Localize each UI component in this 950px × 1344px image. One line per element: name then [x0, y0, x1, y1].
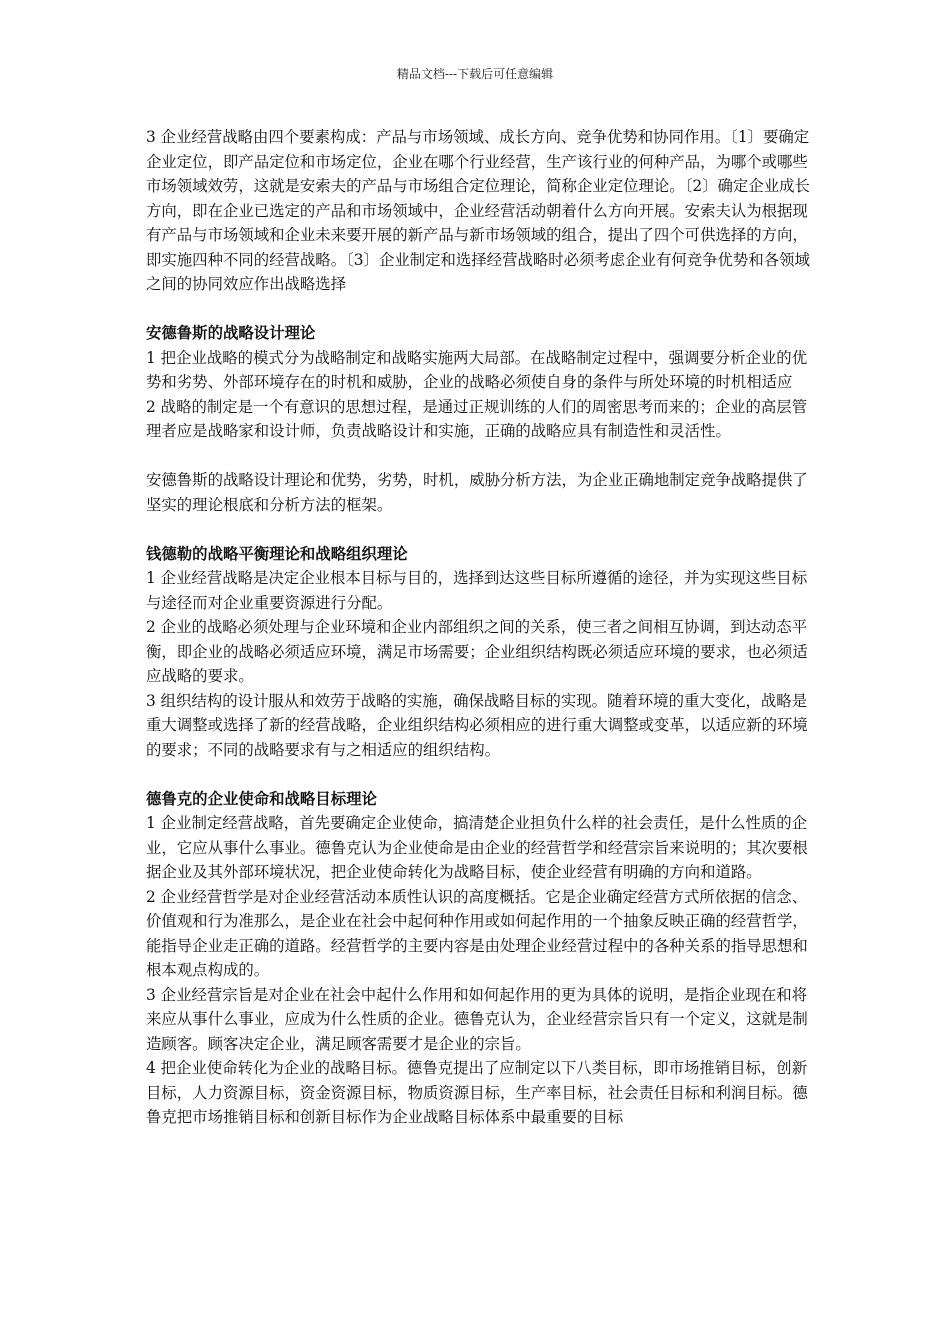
- document-body: [146, 125, 812, 1130]
- andrews-section: [146, 321, 812, 517]
- drucker-item-4: 4 把企业使命转化为企业的战略目标。德鲁克提出了应制定以下八类目标，即市场推销目标，创新目标，人力资源目标，资金资源目标，物质资源目标，生产率目标，社会责任目标和利润目标。德鲁克把市场推销目标和创新目标作为企业战略目标体系中最重要的目标: [146, 1059, 808, 1126]
- section-heading: 安德鲁斯的战略设计理论: [146, 324, 316, 342]
- drucker-item-2: 2 企业经营哲学是对企业经营活动本质性认识的高度概括。它是企业确定经营方式所依据的信念、价值观和行为准那么，是企业在社会中起何种作用或如何起作用的一个抽象反映正确的经营哲学，能指导企业走正确的道路。经营哲学的主要内容是由处理企业经营过程中的各种关系的指导思想和根本观点构成的。: [146, 887, 808, 979]
- andrews-item-2: 2 战略的制定是一个有意识的思想过程，是通过正规训练的人们的周密思考而来的；企业的高层管理者应是战略家和设计师，负责战略设计和实施，正确的战略应具有制造性和灵活性。: [146, 397, 808, 440]
- intro-paragraph: 3 企业经营战略由四个要素构成：产品与市场领域、成长方向、竞争优势和协同作用。〔1〕要确定企业定位，即产品定位和市场定位，企业在哪个行业经营，生产该行业的何种产品，为哪个或哪些市场领域效劳，这就是安索夫的产品与市场组合定位理论，简称企业定位理论。〔2〕确定企业成长方向，即在企业已选定的产品和市场领域中，企业经营活动朝着什么方向开展。安索夫认为根据现有产品与市场领域和企业未来要开展的新产品与新市场领域的组合，提出了四个可供选择的方向，即实施四种不同的经营战略。〔3〕企业制定和选择经营战略时必须考虑企业有何竞争优势和各领域之间的协同效应作出战略选择: [146, 128, 810, 293]
- drucker-section: [146, 787, 812, 1130]
- section-spacer: [146, 517, 812, 542]
- section-spacer: [146, 297, 812, 322]
- andrews-item-1: 1 把企业战略的模式分为战略制定和战略实施两大局部。在战略制定过程中，强调要分析企业的优势和劣势、外部环境存在的时机和威胁，企业的战略必须使自身的条件与所处环境的时机相适应: [146, 348, 808, 391]
- section-heading: 德鲁克的企业使命和战略目标理论: [146, 789, 377, 808]
- page-header: 精品文档---下载后可任意编辑: [396, 67, 554, 81]
- drucker-item-3: 3 企业经营宗旨是对企业在社会中起什么作用和如何起作用的更为具体的说明，是指企业现在和将来应从事什么事业，应成为什么性质的企业。德鲁克认为，企业经营宗旨只有一个定义，这就是制造顾客。顾客决定企业，满足顾客需要才是企业的宗旨。: [146, 985, 808, 1053]
- section-spacer: [146, 762, 812, 787]
- paragraph-spacer: [146, 444, 812, 469]
- chandler-section: [146, 542, 812, 763]
- chandler-item-1: 1 企业经营战略是决定企业根本目标与目的，选择到达这些目标所遵循的途径，并为实现这些目标与途径而对企业重要资源进行分配。: [146, 569, 808, 612]
- section-heading: 钱德勒的战略平衡理论和战略组织理论: [146, 544, 408, 563]
- chandler-item-3: 3 组织结构的设计服从和效劳于战略的实施，确保战略目标的实现。随着环境的重大变化，战略是重大调整或选择了新的经营战略，企业组织结构必须相应的进行重大调整或变革，以适应新的环境的要求；不同的战略要求有与之相适应的组织结构。: [146, 691, 808, 759]
- drucker-item-1: 1 企业制定经营战略，首先要确定企业使命，搞清楚企业担负什么样的社会责任，是什么性质的企业，它应从事什么事业。德鲁克认为企业使命是由企业的经营哲学和经营宗旨来说明的；其次要根据企业及其外部环境状况，把企业使命转化为战略目标，使企业经营有明确的方向和道路。: [146, 814, 808, 881]
- andrews-summary: 安德鲁斯的战略设计理论和优势，劣势，时机，威胁分析方法，为企业正确地制定竞争战略提供了坚实的理论根底和分析方法的框架。: [146, 471, 808, 514]
- chandler-item-2: 2 企业的战略必须处理与企业环境和企业内部组织之间的关系，使三者之间相互协调，到达动态平衡，即企业的战略必须适应环境，满足市场需要；企业组织结构既必须适应环境的要求，也必须适应战略的要求。: [146, 618, 808, 685]
